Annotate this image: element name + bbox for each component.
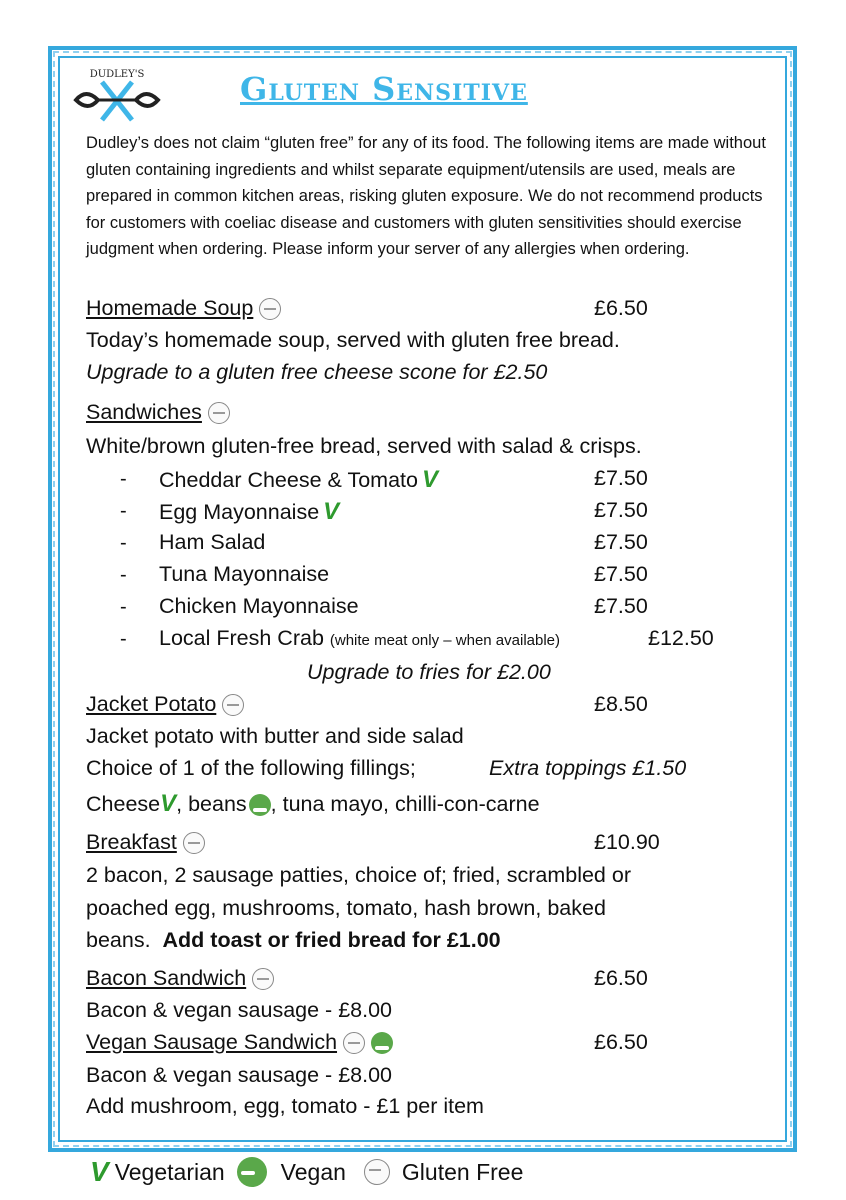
list-dash: - (120, 596, 127, 618)
soup-heading: Homemade Soup (86, 296, 254, 320)
soup-heading-row (86, 296, 281, 321)
gluten-free-icon (183, 832, 205, 854)
legend-vegan: Vegan (280, 1158, 346, 1185)
sandwich-item-name: Cheddar Cheese & Tomato (159, 468, 418, 492)
vegetarian-icon: V (323, 498, 340, 525)
sandwiches-upgrade: Upgrade to fries for £2.00 (307, 660, 551, 684)
sandwich-item-name: Chicken Mayonnaise (159, 594, 359, 618)
breakfast-line-3-text: beans. (86, 928, 151, 952)
disclaimer-text: Dudley’s does not claim “gluten free” for any of its food. The following items are made without gluten containing ingredients and whilst separate equipment/utensils are used, meals are prepared in common kitchen areas, risking gluten exposure. We do not recommend products for customers with coeliac disease and customers with gluten sensitivities should exercise judgment when ordering. Please inform your server of any allergies when ordering. (86, 134, 766, 258)
sandwich-item-price: £7.50 (594, 466, 648, 490)
dietary-legend (90, 1156, 523, 1188)
sandwiches-description: White/brown gluten-free bread, served with salad & crisps. (86, 434, 642, 458)
filling-rest: , tuna mayo, chilli-con-carne (270, 792, 540, 816)
jacket-heading: Jacket Potato (86, 692, 217, 716)
sandwich-item-price: £7.50 (594, 498, 648, 522)
sandwich-item-name: Egg Mayonnaise (159, 500, 320, 524)
logo-text: DUDLEY'S (89, 69, 145, 80)
jacket-heading-row (86, 692, 244, 717)
sandwiches-heading: Sandwiches (86, 400, 202, 424)
vegetarian-icon: V (160, 790, 177, 817)
sandwich-item-note: (white meat only – when available) (329, 632, 561, 649)
gluten-free-icon (343, 1032, 365, 1054)
gluten-free-icon (259, 298, 281, 320)
vegan-sausage-addon: Add mushroom, egg, tomato - £1 per item (86, 1094, 484, 1118)
gluten-free-icon (208, 402, 230, 424)
vegan-sausage-heading: Vegan Sausage Sandwich (86, 1030, 338, 1054)
bacon-description: Bacon & vegan sausage - £8.00 (86, 998, 392, 1022)
breakfast-heading-row (86, 830, 205, 855)
soup-upgrade: Upgrade to a gluten free cheese scone for £2.50 (86, 360, 548, 384)
vegan-icon (249, 794, 271, 816)
list-dash: - (120, 628, 127, 650)
breakfast-price: £10.90 (594, 830, 660, 854)
breakfast-line-3 (86, 928, 501, 953)
sandwich-item (159, 562, 329, 587)
soup-price: £6.50 (594, 296, 648, 320)
vegan-icon (237, 1157, 267, 1187)
sandwich-item-price: £7.50 (594, 594, 648, 618)
sandwich-item (159, 466, 438, 494)
vegan-sausage-heading-row (86, 1030, 393, 1055)
bacon-price: £6.50 (594, 966, 648, 990)
list-dash: - (120, 468, 127, 490)
gluten-free-icon (222, 694, 244, 716)
sandwich-item-name: Local Fresh Crab (159, 626, 324, 650)
sandwich-item-price: £7.50 (594, 562, 648, 586)
filling-cheese: Cheese (86, 792, 161, 816)
sandwich-item-name: Ham Salad (159, 530, 266, 554)
sandwiches-heading-row (86, 400, 230, 425)
gluten-free-icon (364, 1159, 390, 1185)
gluten-free-icon (252, 968, 274, 990)
list-dash: - (120, 564, 127, 586)
vegetarian-icon: V (90, 1156, 109, 1187)
breakfast-line-2: poached egg, mushrooms, tomato, hash brown, baked (86, 896, 606, 920)
soup-description: Today’s homemade soup, served with gluten free bread. (86, 328, 620, 352)
list-dash: - (120, 532, 127, 554)
dudleys-logo (72, 64, 162, 126)
breakfast-heading: Breakfast (86, 830, 177, 854)
legend-gluten-free: Gluten Free (401, 1158, 524, 1185)
legend-vegetarian: Vegetarian (114, 1158, 225, 1185)
jacket-price: £8.50 (594, 692, 648, 716)
sandwich-item-price: £7.50 (594, 530, 648, 554)
page-title: Gluten Sensitive (240, 70, 528, 108)
vegan-icon (371, 1032, 393, 1054)
vegan-sausage-description: Bacon & vegan sausage - £8.00 (86, 1063, 392, 1087)
jacket-choice: Choice of 1 of the following fillings; (86, 756, 416, 780)
vegan-sausage-price: £6.50 (594, 1030, 648, 1054)
vegetarian-icon: V (421, 466, 438, 493)
filling-beans: , beans (176, 792, 247, 816)
jacket-fillings (86, 790, 540, 818)
breakfast-line-1: 2 bacon, 2 sausage patties, choice of; fried, scrambled or (86, 863, 631, 887)
jacket-description: Jacket potato with butter and side salad (86, 724, 464, 748)
sandwich-item (159, 594, 359, 619)
jacket-extra: Extra toppings £1.50 (489, 756, 687, 780)
bacon-heading-row (86, 966, 274, 991)
sandwich-item-price: £12.50 (648, 626, 714, 650)
sandwich-item (159, 498, 339, 526)
list-dash: - (120, 500, 127, 522)
sandwich-item-name: Tuna Mayonnaise (159, 562, 330, 586)
bacon-heading: Bacon Sandwich (86, 966, 247, 990)
breakfast-addon: Add toast or fried bread for £1.00 (162, 928, 501, 952)
sandwich-item (159, 530, 265, 555)
sandwich-item (159, 626, 560, 651)
